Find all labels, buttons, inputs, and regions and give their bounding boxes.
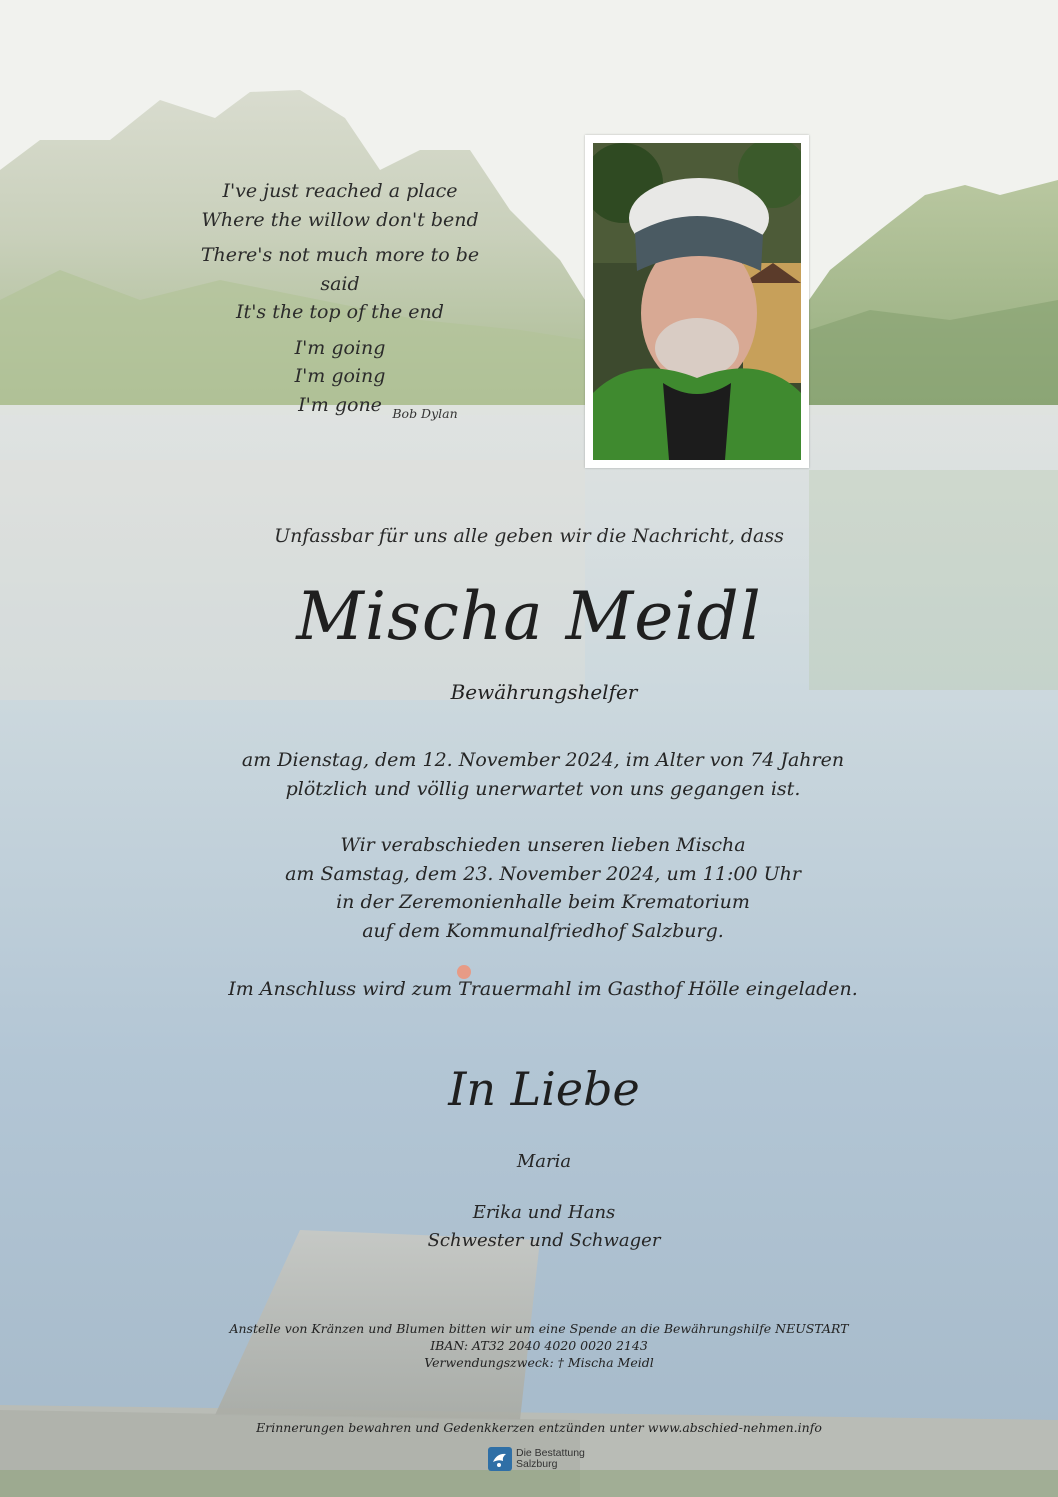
portrait-photo bbox=[593, 143, 801, 460]
text-line: Schwester und Schwager bbox=[427, 1230, 661, 1251]
logo-text bbox=[516, 1448, 585, 1470]
poem-line: It's the top of the end bbox=[236, 301, 444, 323]
poem bbox=[180, 177, 500, 419]
poem-line: Where the willow don't bend bbox=[201, 208, 479, 231]
logo-line: Salzburg bbox=[516, 1458, 558, 1470]
occupation: Bewährungshelfer bbox=[450, 680, 638, 704]
text-line: am Samstag, dem 23. November 2024, um 11:00 Uhr bbox=[285, 862, 801, 885]
bird-icon bbox=[488, 1447, 512, 1471]
text-line: IBAN: AT32 2040 4020 0020 2143 bbox=[430, 1338, 648, 1353]
poem-line: There's not much more to be said bbox=[200, 244, 480, 295]
text-line: Erika und Hans bbox=[472, 1202, 616, 1223]
text-line: Verwendungszweck: † Mischa Meidl bbox=[424, 1355, 654, 1370]
text-line: Anstelle von Kränzen und Blumen bitten wir um eine Spende an die Bewährungshilfe NEUSTART bbox=[229, 1321, 849, 1336]
poem-line: I'm gone bbox=[298, 393, 382, 416]
meal-invitation: Im Anschluss wird zum Trauermahl im Gasthof Hölle eingeladen. bbox=[228, 978, 858, 1000]
poem-line: I'm going bbox=[294, 336, 386, 359]
donation-info bbox=[0, 1320, 1058, 1371]
in-love-heading: In Liebe bbox=[448, 1062, 640, 1116]
logo-line: Die Bestattung bbox=[516, 1447, 585, 1459]
family-member: Maria bbox=[516, 1151, 572, 1172]
memorial-website-note: Erinnerungen bewahren und Gedenkkerzen entzünden unter www.abschied-nehmen.info bbox=[256, 1420, 822, 1435]
portrait-frame bbox=[585, 135, 809, 468]
bestattung-logo bbox=[488, 1447, 598, 1475]
poem-author: Bob Dylan bbox=[392, 406, 458, 421]
family-members bbox=[0, 1199, 1058, 1255]
text-line: am Dienstag, dem 12. November 2024, im Alter von 74 Jahren bbox=[241, 749, 845, 771]
intro-text: Unfassbar für uns alle geben wir die Nachricht, dass bbox=[274, 525, 784, 547]
poem-line: I've just reached a place bbox=[222, 180, 458, 202]
farewell-details bbox=[0, 831, 1058, 945]
poem-line: I'm going bbox=[294, 365, 386, 387]
text-line: auf dem Kommunalfriedhof Salzburg. bbox=[362, 919, 724, 942]
text-line: Wir verabschieden unseren lieben Mischa bbox=[340, 834, 746, 856]
death-announcement bbox=[0, 746, 1058, 803]
text-line: plötzlich und völlig unerwartet von uns gegangen ist. bbox=[285, 777, 801, 800]
deceased-name: Mischa Meidl bbox=[296, 578, 762, 655]
text-line: in der Zeremonienhalle beim Krematorium bbox=[336, 891, 750, 913]
